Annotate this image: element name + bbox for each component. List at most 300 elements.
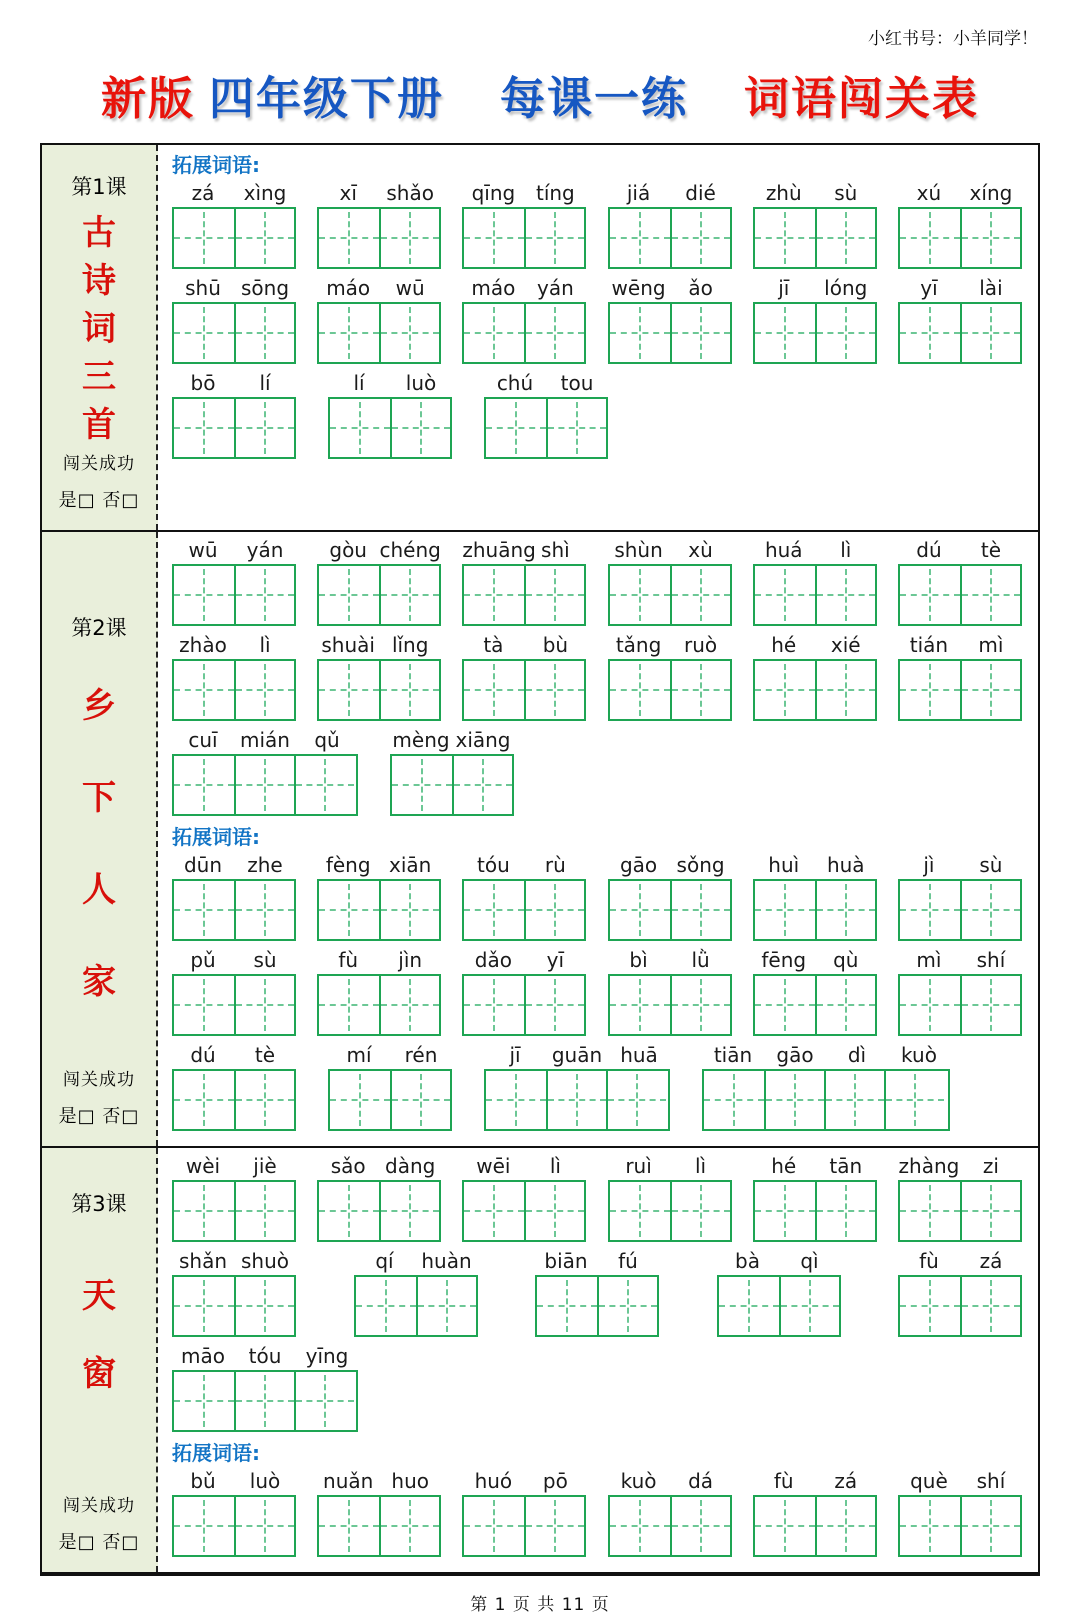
- writing-cell[interactable]: [755, 566, 815, 624]
- writing-cell[interactable]: [610, 209, 670, 267]
- pinyin-syllable: huó: [474, 1469, 513, 1493]
- pinyin-syllable: tíng: [535, 181, 575, 205]
- pinyin-syllable: shí: [976, 1469, 1006, 1493]
- writing-cell[interactable]: [234, 209, 294, 267]
- word-box: [753, 853, 877, 941]
- writing-cell[interactable]: [670, 566, 730, 624]
- pinyin-row: [317, 853, 441, 877]
- pinyin-syllable: jìn: [398, 948, 423, 972]
- writing-cell[interactable]: [464, 976, 524, 1034]
- writing-grid[interactable]: [898, 564, 1022, 626]
- word-row: [172, 1344, 1022, 1432]
- writing-cell[interactable]: [815, 1182, 875, 1240]
- writing-cell[interactable]: [610, 881, 670, 939]
- writing-grid[interactable]: [717, 1275, 841, 1337]
- pinyin-row: [753, 1154, 877, 1178]
- writing-cell[interactable]: [670, 1182, 730, 1240]
- writing-cell[interactable]: [900, 976, 960, 1034]
- writing-cell[interactable]: [330, 1071, 390, 1129]
- writing-cell[interactable]: [174, 1497, 234, 1555]
- writing-cell[interactable]: [815, 661, 875, 719]
- pinyin-syllable: shǎn: [178, 1249, 228, 1273]
- writing-cell[interactable]: [815, 1497, 875, 1555]
- writing-cell[interactable]: [524, 881, 584, 939]
- writing-cell[interactable]: [319, 1182, 379, 1240]
- writing-cell[interactable]: [392, 756, 452, 814]
- writing-grid[interactable]: [608, 302, 732, 364]
- pinyin-syllable: sù: [253, 948, 277, 972]
- lesson-title-char: 三: [82, 357, 116, 397]
- pinyin-row: [172, 1249, 296, 1273]
- writing-cell[interactable]: [779, 1277, 839, 1335]
- writing-cell[interactable]: [755, 661, 815, 719]
- writing-cell[interactable]: [524, 566, 584, 624]
- writing-cell[interactable]: [610, 976, 670, 1034]
- pinyin-row: [898, 1249, 1022, 1273]
- writing-cell[interactable]: [524, 661, 584, 719]
- writing-cell[interactable]: [234, 881, 294, 939]
- writing-cell[interactable]: [379, 661, 439, 719]
- writing-cell[interactable]: [234, 399, 294, 457]
- pinyin-row: [898, 1154, 1022, 1178]
- pinyin-syllable: luò: [249, 1469, 281, 1493]
- word-box: [462, 853, 586, 941]
- pinyin-row: [328, 1043, 452, 1067]
- word-row: [172, 948, 1022, 1036]
- pinyin-syllable: dūn: [183, 853, 223, 877]
- writing-grid[interactable]: [608, 879, 732, 941]
- word-box: [172, 1344, 358, 1432]
- writing-cell[interactable]: [755, 1182, 815, 1240]
- writing-cell[interactable]: [174, 1071, 234, 1129]
- writing-grid[interactable]: [172, 754, 358, 816]
- writing-cell[interactable]: [319, 881, 379, 939]
- writing-cell[interactable]: [379, 1182, 439, 1240]
- writing-grid[interactable]: [172, 207, 296, 269]
- writing-cell[interactable]: [174, 399, 234, 457]
- word-box: [172, 181, 296, 269]
- writing-grid[interactable]: [172, 974, 296, 1036]
- writing-cell[interactable]: [884, 1071, 944, 1129]
- lesson-number: 第3课: [71, 1192, 127, 1216]
- pinyin-row: [608, 853, 732, 877]
- pinyin-row: [462, 1154, 586, 1178]
- writing-grid[interactable]: [328, 1069, 452, 1131]
- pinyin-syllable: ǎo: [688, 276, 713, 300]
- writing-cell[interactable]: [815, 881, 875, 939]
- writing-cell[interactable]: [174, 976, 234, 1034]
- writing-cell[interactable]: [670, 881, 730, 939]
- writing-grid[interactable]: [898, 1495, 1022, 1557]
- pinyin-syllable: hé: [771, 1154, 797, 1178]
- pinyin-syllable: sù: [979, 853, 1003, 877]
- pinyin-row: [317, 1469, 441, 1493]
- writing-grid[interactable]: [608, 1180, 732, 1242]
- writing-grid[interactable]: [898, 302, 1022, 364]
- pinyin-row: [317, 181, 441, 205]
- pinyin-syllable: gòu: [329, 538, 367, 562]
- pinyin-syllable: qì: [800, 1249, 819, 1273]
- word-box: [484, 1043, 670, 1131]
- writing-cell[interactable]: [294, 756, 354, 814]
- writing-cell[interactable]: [900, 1277, 960, 1335]
- writing-cell[interactable]: [524, 976, 584, 1034]
- writing-cell[interactable]: [234, 756, 294, 814]
- writing-cell[interactable]: [234, 661, 294, 719]
- writing-grid[interactable]: [898, 1180, 1022, 1242]
- pinyin-row: [317, 538, 441, 562]
- writing-grid[interactable]: [390, 754, 514, 816]
- writing-cell[interactable]: [960, 661, 1020, 719]
- writing-cell[interactable]: [319, 661, 379, 719]
- writing-grid[interactable]: [462, 1180, 586, 1242]
- writing-cell[interactable]: [174, 304, 234, 362]
- writing-cell[interactable]: [174, 566, 234, 624]
- writing-cell[interactable]: [755, 976, 815, 1034]
- writing-grid[interactable]: [172, 564, 296, 626]
- pinyin-syllable: yī: [546, 948, 565, 972]
- writing-cell[interactable]: [960, 566, 1020, 624]
- writing-cell[interactable]: [330, 399, 390, 457]
- pinyin-row: [753, 276, 877, 300]
- pinyin-syllable: mì: [978, 633, 1004, 657]
- pinyin-row: [753, 181, 877, 205]
- writing-cell[interactable]: [524, 1182, 584, 1240]
- writing-cell[interactable]: [416, 1277, 476, 1335]
- writing-cell[interactable]: [900, 661, 960, 719]
- word-box: [354, 1249, 478, 1337]
- writing-cell[interactable]: [900, 209, 960, 267]
- word-box: [608, 633, 732, 721]
- writing-grid[interactable]: [317, 1495, 441, 1557]
- writing-grid[interactable]: [898, 659, 1022, 721]
- writing-cell[interactable]: [524, 209, 584, 267]
- pinyin-syllable: lóng: [824, 276, 868, 300]
- writing-grid[interactable]: [608, 564, 732, 626]
- writing-cell[interactable]: [900, 881, 960, 939]
- writing-cell[interactable]: [960, 209, 1020, 267]
- writing-grid[interactable]: [608, 1495, 732, 1557]
- writing-cell[interactable]: [452, 756, 512, 814]
- writing-cell[interactable]: [670, 1497, 730, 1555]
- writing-cell[interactable]: [464, 566, 524, 624]
- pinyin-row: [753, 853, 877, 877]
- pinyin-row: [172, 538, 296, 562]
- writing-cell[interactable]: [390, 1071, 450, 1129]
- writing-cell[interactable]: [815, 976, 875, 1034]
- writing-cell[interactable]: [900, 304, 960, 362]
- writing-cell[interactable]: [464, 209, 524, 267]
- writing-cell[interactable]: [319, 304, 379, 362]
- word-box: [753, 1469, 877, 1557]
- pinyin-syllable: chéng: [379, 538, 441, 562]
- writing-cell[interactable]: [815, 566, 875, 624]
- lesson-title-char: 古: [82, 213, 116, 253]
- writing-cell[interactable]: [234, 304, 294, 362]
- writing-cell[interactable]: [900, 1497, 960, 1555]
- word-box: [317, 276, 441, 364]
- writing-grid[interactable]: [462, 302, 586, 364]
- writing-grid[interactable]: [172, 1495, 296, 1557]
- lesson-title-char: 乡: [82, 686, 116, 727]
- writing-grid[interactable]: [462, 879, 586, 941]
- lesson-title-char: 人: [82, 870, 116, 911]
- writing-grid[interactable]: [462, 659, 586, 721]
- writing-grid[interactable]: [753, 207, 877, 269]
- writing-cell[interactable]: [234, 1182, 294, 1240]
- writing-cell[interactable]: [234, 1277, 294, 1335]
- writing-cell[interactable]: [815, 304, 875, 362]
- writing-grid[interactable]: [898, 974, 1022, 1036]
- writing-cell[interactable]: [379, 566, 439, 624]
- pinyin-row: [608, 1154, 732, 1178]
- writing-cell[interactable]: [319, 1497, 379, 1555]
- writing-grid[interactable]: [172, 1370, 358, 1432]
- writing-grid[interactable]: [753, 302, 877, 364]
- pinyin-row: [172, 276, 296, 300]
- writing-grid[interactable]: [753, 974, 877, 1036]
- pinyin-syllable: nuǎn: [323, 1469, 374, 1493]
- writing-cell[interactable]: [960, 976, 1020, 1034]
- writing-cell[interactable]: [704, 1071, 764, 1129]
- pinyin-syllable: dú: [190, 1043, 216, 1067]
- word-box: [898, 538, 1022, 626]
- writing-cell[interactable]: [610, 1497, 670, 1555]
- writing-grid[interactable]: [898, 207, 1022, 269]
- writing-cell[interactable]: [960, 1277, 1020, 1335]
- writing-cell[interactable]: [174, 1372, 234, 1430]
- writing-grid[interactable]: [462, 564, 586, 626]
- pinyin-row: [608, 538, 732, 562]
- writing-grid[interactable]: [535, 1275, 659, 1337]
- word-box: [462, 181, 586, 269]
- writing-cell[interactable]: [464, 1182, 524, 1240]
- pinyin-syllable: huà: [826, 853, 865, 877]
- pinyin-syllable: tián: [909, 633, 949, 657]
- writing-grid[interactable]: [753, 1180, 877, 1242]
- word-box: [172, 538, 296, 626]
- writing-grid[interactable]: [898, 1275, 1022, 1337]
- writing-cell[interactable]: [755, 1497, 815, 1555]
- writing-cell[interactable]: [610, 304, 670, 362]
- writing-cell[interactable]: [174, 209, 234, 267]
- writing-cell[interactable]: [960, 881, 1020, 939]
- writing-grid[interactable]: [317, 974, 441, 1036]
- writing-grid[interactable]: [317, 207, 441, 269]
- word-row: [172, 371, 1022, 459]
- writing-cell[interactable]: [174, 1277, 234, 1335]
- writing-cell[interactable]: [464, 304, 524, 362]
- pinyin-syllable: fù: [919, 1249, 939, 1273]
- writing-cell[interactable]: [356, 1277, 416, 1335]
- writing-cell[interactable]: [234, 1497, 294, 1555]
- writing-grid[interactable]: [172, 1069, 296, 1131]
- writing-cell[interactable]: [174, 881, 234, 939]
- writing-grid[interactable]: [753, 564, 877, 626]
- lesson-section: [42, 145, 1038, 532]
- writing-cell[interactable]: [319, 209, 379, 267]
- pinyin-syllable: xìng: [243, 181, 287, 205]
- writing-grid[interactable]: [317, 879, 441, 941]
- writing-cell[interactable]: [824, 1071, 884, 1129]
- word-box: [462, 1154, 586, 1242]
- word-box: [462, 633, 586, 721]
- writing-cell[interactable]: [294, 1372, 354, 1430]
- writing-grid[interactable]: [608, 659, 732, 721]
- writing-cell[interactable]: [719, 1277, 779, 1335]
- writing-grid[interactable]: [753, 879, 877, 941]
- word-box: [753, 948, 877, 1036]
- pass-area: [59, 1065, 140, 1128]
- pinyin-syllable: gāo: [619, 853, 658, 877]
- writing-grid[interactable]: [462, 974, 586, 1036]
- writing-cell[interactable]: [379, 209, 439, 267]
- writing-grid[interactable]: [898, 879, 1022, 941]
- writing-cell[interactable]: [960, 1182, 1020, 1240]
- pinyin-syllable: ruò: [683, 633, 718, 657]
- writing-cell[interactable]: [486, 1071, 546, 1129]
- writing-grid[interactable]: [354, 1275, 478, 1337]
- pass-checkboxes[interactable]: 是□ 否□: [58, 1105, 140, 1127]
- pinyin-syllable: sǒng: [676, 853, 725, 877]
- pinyin-row: [462, 276, 586, 300]
- writing-cell[interactable]: [319, 566, 379, 624]
- writing-grid[interactable]: [753, 659, 877, 721]
- writing-grid[interactable]: [484, 397, 608, 459]
- writing-cell[interactable]: [546, 1071, 606, 1129]
- pinyin-syllable: huo: [391, 1469, 429, 1493]
- pinyin-syllable: zhe: [247, 853, 283, 877]
- writing-cell[interactable]: [755, 209, 815, 267]
- word-box: [898, 633, 1022, 721]
- pinyin-syllable: yīng: [305, 1344, 349, 1368]
- writing-cell[interactable]: [764, 1071, 824, 1129]
- writing-grid[interactable]: [608, 974, 732, 1036]
- pinyin-syllable: wū: [188, 538, 218, 562]
- word-row: [172, 1154, 1022, 1242]
- writing-cell[interactable]: [319, 976, 379, 1034]
- word-row: [172, 181, 1022, 269]
- writing-cell[interactable]: [464, 1497, 524, 1555]
- writing-cell[interactable]: [755, 881, 815, 939]
- writing-grid[interactable]: [172, 302, 296, 364]
- writing-cell[interactable]: [464, 881, 524, 939]
- writing-cell[interactable]: [960, 304, 1020, 362]
- pinyin-syllable: fēng: [761, 948, 807, 972]
- writing-grid[interactable]: [328, 397, 452, 459]
- pinyin-syllable: lì: [549, 1154, 561, 1178]
- pinyin-syllable: mí: [346, 1043, 372, 1067]
- pinyin-syllable: lí: [353, 371, 365, 395]
- writing-grid[interactable]: [462, 1495, 586, 1557]
- writing-cell[interactable]: [174, 756, 234, 814]
- writing-cell[interactable]: [606, 1071, 666, 1129]
- pinyin-row: [753, 948, 877, 972]
- pass-success-label: 闯关成功: [63, 454, 135, 474]
- writing-cell[interactable]: [174, 661, 234, 719]
- writing-cell[interactable]: [597, 1277, 657, 1335]
- pinyin-syllable: pō: [542, 1469, 568, 1493]
- pass-checkboxes[interactable]: 是□ 否□: [58, 490, 140, 511]
- writing-grid[interactable]: [172, 1180, 296, 1242]
- pass-checkboxes[interactable]: 是□ 否□: [58, 1532, 140, 1553]
- writing-cell[interactable]: [379, 976, 439, 1034]
- pinyin-row: [717, 1249, 841, 1273]
- writing-cell[interactable]: [174, 1182, 234, 1240]
- writing-grid[interactable]: [702, 1069, 950, 1131]
- writing-cell[interactable]: [524, 1497, 584, 1555]
- writing-grid[interactable]: [172, 397, 296, 459]
- writing-grid[interactable]: [317, 302, 441, 364]
- word-row: [172, 633, 1022, 721]
- writing-cell[interactable]: [670, 209, 730, 267]
- pinyin-syllable: tà: [483, 633, 504, 657]
- pinyin-syllable: chú: [496, 371, 534, 395]
- word-box: [172, 633, 296, 721]
- writing-grid[interactable]: [172, 879, 296, 941]
- writing-grid[interactable]: [317, 564, 441, 626]
- writing-cell[interactable]: [234, 566, 294, 624]
- writing-cell[interactable]: [755, 304, 815, 362]
- writing-cell[interactable]: [464, 661, 524, 719]
- pinyin-syllable: tè: [980, 538, 1002, 562]
- word-box: [172, 1043, 296, 1131]
- writing-cell[interactable]: [537, 1277, 597, 1335]
- writing-cell[interactable]: [670, 304, 730, 362]
- writing-cell[interactable]: [379, 1497, 439, 1555]
- writing-cell[interactable]: [234, 1372, 294, 1430]
- pinyin-syllable: zá: [191, 181, 215, 205]
- writing-grid[interactable]: [317, 659, 441, 721]
- writing-cell[interactable]: [546, 399, 606, 457]
- writing-cell[interactable]: [670, 661, 730, 719]
- writing-cell[interactable]: [815, 209, 875, 267]
- writing-cell[interactable]: [379, 304, 439, 362]
- writing-grid[interactable]: [753, 1495, 877, 1557]
- word-box: [484, 371, 608, 459]
- writing-cell[interactable]: [610, 566, 670, 624]
- pinyin-syllable: dì: [847, 1043, 867, 1067]
- writing-grid[interactable]: [317, 1180, 441, 1242]
- lesson-title: [82, 209, 116, 449]
- writing-grid[interactable]: [608, 207, 732, 269]
- writing-grid[interactable]: [172, 659, 296, 721]
- pinyin-row: [462, 633, 586, 657]
- lesson-title-char: 词: [82, 309, 116, 349]
- writing-cell[interactable]: [900, 566, 960, 624]
- writing-cell[interactable]: [234, 1071, 294, 1129]
- writing-cell[interactable]: [234, 976, 294, 1034]
- writing-cell[interactable]: [486, 399, 546, 457]
- writing-cell[interactable]: [610, 661, 670, 719]
- writing-grid[interactable]: [462, 207, 586, 269]
- word-box: [172, 728, 358, 816]
- writing-grid[interactable]: [484, 1069, 670, 1131]
- writing-cell[interactable]: [960, 1497, 1020, 1555]
- writing-cell[interactable]: [390, 399, 450, 457]
- pinyin-syllable: tǎng: [615, 633, 662, 657]
- word-row: [172, 728, 1022, 816]
- writing-cell[interactable]: [900, 1182, 960, 1240]
- writing-grid[interactable]: [172, 1275, 296, 1337]
- writing-cell[interactable]: [379, 881, 439, 939]
- word-box: [608, 948, 732, 1036]
- word-box: [172, 1249, 296, 1337]
- writing-cell[interactable]: [524, 304, 584, 362]
- writing-cell[interactable]: [670, 976, 730, 1034]
- pinyin-syllable: yán: [246, 538, 284, 562]
- writing-cell[interactable]: [610, 1182, 670, 1240]
